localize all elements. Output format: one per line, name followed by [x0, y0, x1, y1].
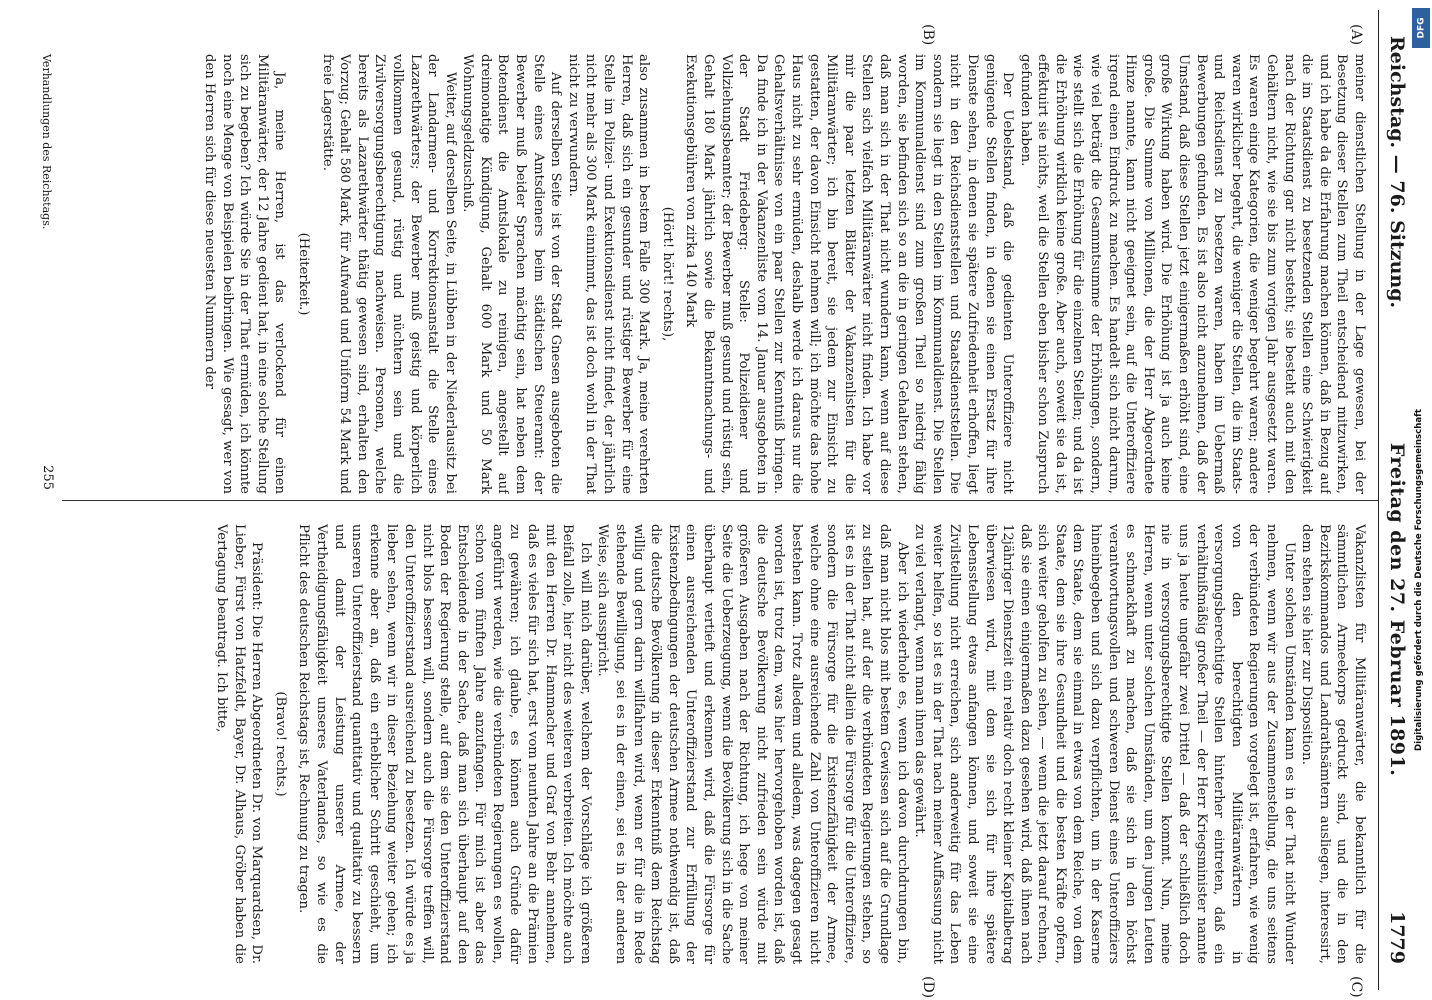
margin-mark-a: (A) [1348, 24, 1364, 46]
credit-text: Digitalisierung gefördert durch die Deutsche Forschungsgemeinschaft [1414, 409, 1425, 751]
paragraph: Auf derselben Seite ist von der Stadt Gnesen ausgeboten die Stelle eines Amtsdieners beim städtischen Steueramt: der Bewerber muß beider Sprachen mächtig sein, hat neben dem Botendienst die Amtslokale zu reinigen, angestellt auf dreimonatige Kündigung, Gehalt 600 Mark und 50 Mark Wohnungsgeldzuschuß. [460, 54, 564, 494]
dfg-logo [1412, 8, 1430, 48]
paragraph: Weiter, auf derselben Seite, in Lübben in der Niederlausitz bei der Landarmen- und Korrektionsanstalt die Stelle eines Lazarethwärters; der Bewerber muß geistig und körperlich vollkommen gesund, rüstig und nüchtern sein und die Zivilversorgungsberechtigung nachweisen. Personen, welche bereits als Lazarethwärter thätig gewesen sind, erhalten den Vorzug; Gehalt 580 Mark, für Aufwand und Uniform 54 Mark und freie Lagerstätte. [319, 54, 458, 494]
dfg-logo-text: DFG [1416, 17, 1427, 39]
margin-mark-d: (D) [920, 976, 936, 999]
column-divider [62, 500, 1378, 501]
paragraph: Ich will mich darüber, welchem der Vorschläge ich größeren Beifall zolle, hier nicht des weiteren verbreiten. Ich möchte auch mit den Herren Dr. Hammacher und Graf von Behr annehmen, daß es vieles für sich hat, erst vom neunten Jahre an die Prämien zu gewähren; ich glaube, es können auch Gründe dafür angeführt werden, wie die verbündeten Regierungen es wollen, schon vom fünften Jahre anzufangen. Für mich ist aber das Entscheidende in der Sache, daß man sich überhaupt auf den Boden der Regierung stelle, auf dem sie den Unteroffizierstand nicht blos bessern will, sondern auch die Fürsorge treffen will, den Unteroffizierstand ausreichend zu besetzen. Ich würde es ja lieber sehen, wenn wir in dieser Beziehung weiter gehen; ich erkenne aber an, daß ein erheblicher Schritt geschieht, um unseren Unteroffizierstand quantitativ und qualitativ zu bessern und damit der Leistung unserer Armee, der Vertheidigungsfähigkeit unseres Vaterlandes, so wie es die Pflicht des deutschen Reichstags ist, Rechnung zu tragen. [296, 524, 593, 964]
paragraph: Aber ich wiederhole es, wenn ich davon durchdrungen bin, daß man nicht blos mit bestem Gewissen sich auf die Grundlage zu stellen hat, auf der die verbündeten Regierungen stehen, so ist es in der That nicht allein die Fürsorge für die Unteroffiziere, sondern die Fürsorge für die Existenzfähigkeit der Armee, welche ohne eine ausreichende Zahl von Unteroffizieren nicht bestehen kann. Trotz alledem und alledem, was dagegen gesagt worden ist, trotz dem, was hier hervorgehoben worden ist, daß die deutsche Bevölkerung nicht zufrieden sein würde mit größeren Ausgaben nach der Richtung, ich hege von meiner Seite die Ueberzeugung, wenn die Bevölkerung sich in die Sache überhaupt vertieft und erkennen wird, daß die Fürsorge für einen ausreichenden Unteroffizierstand zur Erfüllung der Existenzbedingungen der deutschen Armee nothwendig ist, daß die deutsche Bevölkerung in dieser Erkenntniß dem Reichstag willig und gern darin willfahren wird, wenn er für die in Rede stehende Bewilligung, sei es in der einen, sei es in der anderen Weise, sich ausspricht. [595, 524, 910, 964]
footer-note: Verhandlungen des Reichstags. [40, 54, 53, 230]
digitization-credit [1410, 160, 1428, 1000]
header-date: Freitag den 27. Februar 1891. [1386, 442, 1409, 777]
signature-number: 255 [40, 465, 55, 490]
interjection: (Heiterkeit.) [295, 232, 311, 316]
paragraph: Vakanzlisten für Militäranwärter, die bekanntlich für die sämmtlichen Armeekorps gedruckt sind, und die in den Bezirkskommandos und Landrathsämtern ausliegen, interessirt, dem stehen sie hier zur Disposition. [1299, 524, 1367, 964]
header-page-number: 1779 [1386, 911, 1409, 964]
right-column [66, 524, 1368, 964]
margin-mark-c: (C) [1348, 976, 1364, 998]
rotated-page [36, 10, 1416, 999]
paragraph: Unter solchen Umständen kann es in der That nicht Wunder nehmen, wenn wir aus der Zusammenstellung, die uns seitens der verbündeten Regierungen vorgelegt ist, erfahren, wie wenig von den berechtigten Militäranwärtern in versorgungsberechtigte Stellen hinterher eintreten, daß ein verhältnißmäßig großer Theil — der Herr Kriegsminister nannte uns ja heute ungefähr zwei Drittel — daß der schließlich doch nie in versorgungsberechtigte Stellen kommt. Nun, meine Herren, wenn unter solchen Umständen, um den jungen Leuten es schmackhaft zu machen, daß sie sich in den höchst verantwortungsvollen und schweren Dienst eines Unteroffiziers hineinbegeben und sich dazu verpflichten, um in der Kaserne dem Staate, dem sie einmal in etwas von dem Reiche, von dem Staate, dem sie ihre Gesundheit und die besten Kräfte opfern, sich weiter geholfen zu sehen, — wenn die jetzt darauf rechnen, daß sie einen einigermaßen dazu gesehen wird, daß ihnen nach 12jähriger Dienstzeit ein relativ doch recht kleiner Kapitalbetrag überwiesen wird, mit dem sie sich für ihre spätere Lebensstellung etwas anfangen können, und soweit sie eine Zivilstellung nicht erreichen, sich anderweitig für das Leben weiter helfen, so ist es in der That nach meiner Auffassung nicht zu viel verlangt, wenn man ihnen das gewährt. [912, 524, 1297, 964]
paragraph: Der Uebelstand, daß die gedienten Unteroffiziere nicht genügende Stellen finden, in denen sie einen Ersatz für ihre Dienste sehen, in denen sie spätere Zufriedenheit erhoffen, liegt nicht in den Reichsdienststellen und Staatsdienststellen. Die sondern sie liegt in den Stellen im Kommunaldienst. Die Stellen im Kommunaldienst sind zum großen Theil so niedrig fähig worden, sie befinden sich so an die in geringen Gehalten stehen, daß man sich in der That nicht wundern kann, wenn auf diese Stellen sich vielfach Militäranwärter nicht finden. Ich habe vor mir die paar letzten Blätter der Vakanzenlisten für die Militäranwärter; ich bin bereit, sie jedem zur Einsicht zu gestatten, der davon Einsicht nehmen will; ich möchte das hohe Haus nicht zu sehr ermüden, deshalb werde ich daraus nur die Gehaltsverhältnisse von ein paar Stellen zur Kenntniß bringen. Da finde ich in der Vakanzenliste vom 14. Januar ausgeboten in der Stadt Friedeberg: Stelle: Polizeidiener und Vollziehungsbeamter; der Bewerber muß gesund und rüstig sein, Gehalt 180 Mark jährlich sowie die Bekanntmachungs- und Exekutionsgebühren von zirka 140 Mark [683, 54, 1016, 494]
paragraph: also zusammen in bestem Falle 300 Mark. Ja, meine verehrten Herren, daß sich ein gesunder und rüstiger Bewerber für eine Stelle im Polizei- und Exekutionsdienst nicht findet, der jährlich nicht mehr als 300 Mark einnimmt, das ist doch wohl in der That nicht zu verwundern. [565, 54, 652, 494]
left-column [66, 54, 1368, 494]
interjection: (Bravo! rechts.) [272, 691, 288, 797]
header-left: Reichstag. — 76. Sitzung. [1386, 36, 1409, 309]
margin-mark-b: (B) [920, 24, 936, 46]
paragraph: Ja, meine Herren, ist das verlockend für einen Militäranwärter, der 12 Jahre gedient hat, in eine solche Stellung sich zu begeben? Ich würde Sie in der That ermüden, ich könnte noch eine Menge von Beispielen beibringen. Wie gesagt, wer von den Herren sich für diese neuesten Nummern der [202, 54, 288, 494]
paragraph: Präsident: Die Herren Abgeordneten Dr. von Marquardsen, Dr. Lieber, Fürst von Hatzfeldt, Bayer, Dr. Alhaus, Gröber haben die Vertagung beantragt. Ich bitte, [214, 524, 265, 964]
paragraph: meiner dienstlichen Stellung in der Lage gewesen, bei der Besetzung dieser Stellen zum Theil entscheidend mitzuwirken, und ich habe da die Erfahrung machen können, daß in Bezug auf die im Staatsdienst zu besetzenden Stellen eine Schwierigkeit nach der Richtung gar nicht besteht; sie besteht auch mit den Gehältern nicht, wie sie bis zum vorigen Jahr ausgesetzt waren. Es waren einige Kategorien, die weniger begehrt waren; andere waren wirklicher begehrt, die weniger die Stellen, die im Staats- und Reichsdienst zu besetzen waren, haben im Uebermaß Bewerbungen gefunden. Es ist also nicht anzunehmen, daß der Umstand, daß diese Stellen jetzt einigermaßen erhöht sind, eine große Wirkung haben wird. Die Erhöhung ist ja auch keine große. Die Summe von Millionen, die der Herr Abgeordnete Hinze nannte, kann nicht geeignet sein, auf die Unteroffiziere irgend einen Eindruck zu machen. Es handelt sich nicht darum, wie viel beträgt die Gesammtsumme der Erhöhungen, sondern, wie stellt sich die Erhöhung für die einzelnen Stellen; und da ist die Erhöhung wirklich keine große. Aber auch, soweit sie da ist, effektuirt sie nichts, weil die Stellen eben bisher schon Zuspruch gefunden haben. [1017, 54, 1367, 494]
interjection: (Hört! hört! rechts), [659, 206, 675, 342]
